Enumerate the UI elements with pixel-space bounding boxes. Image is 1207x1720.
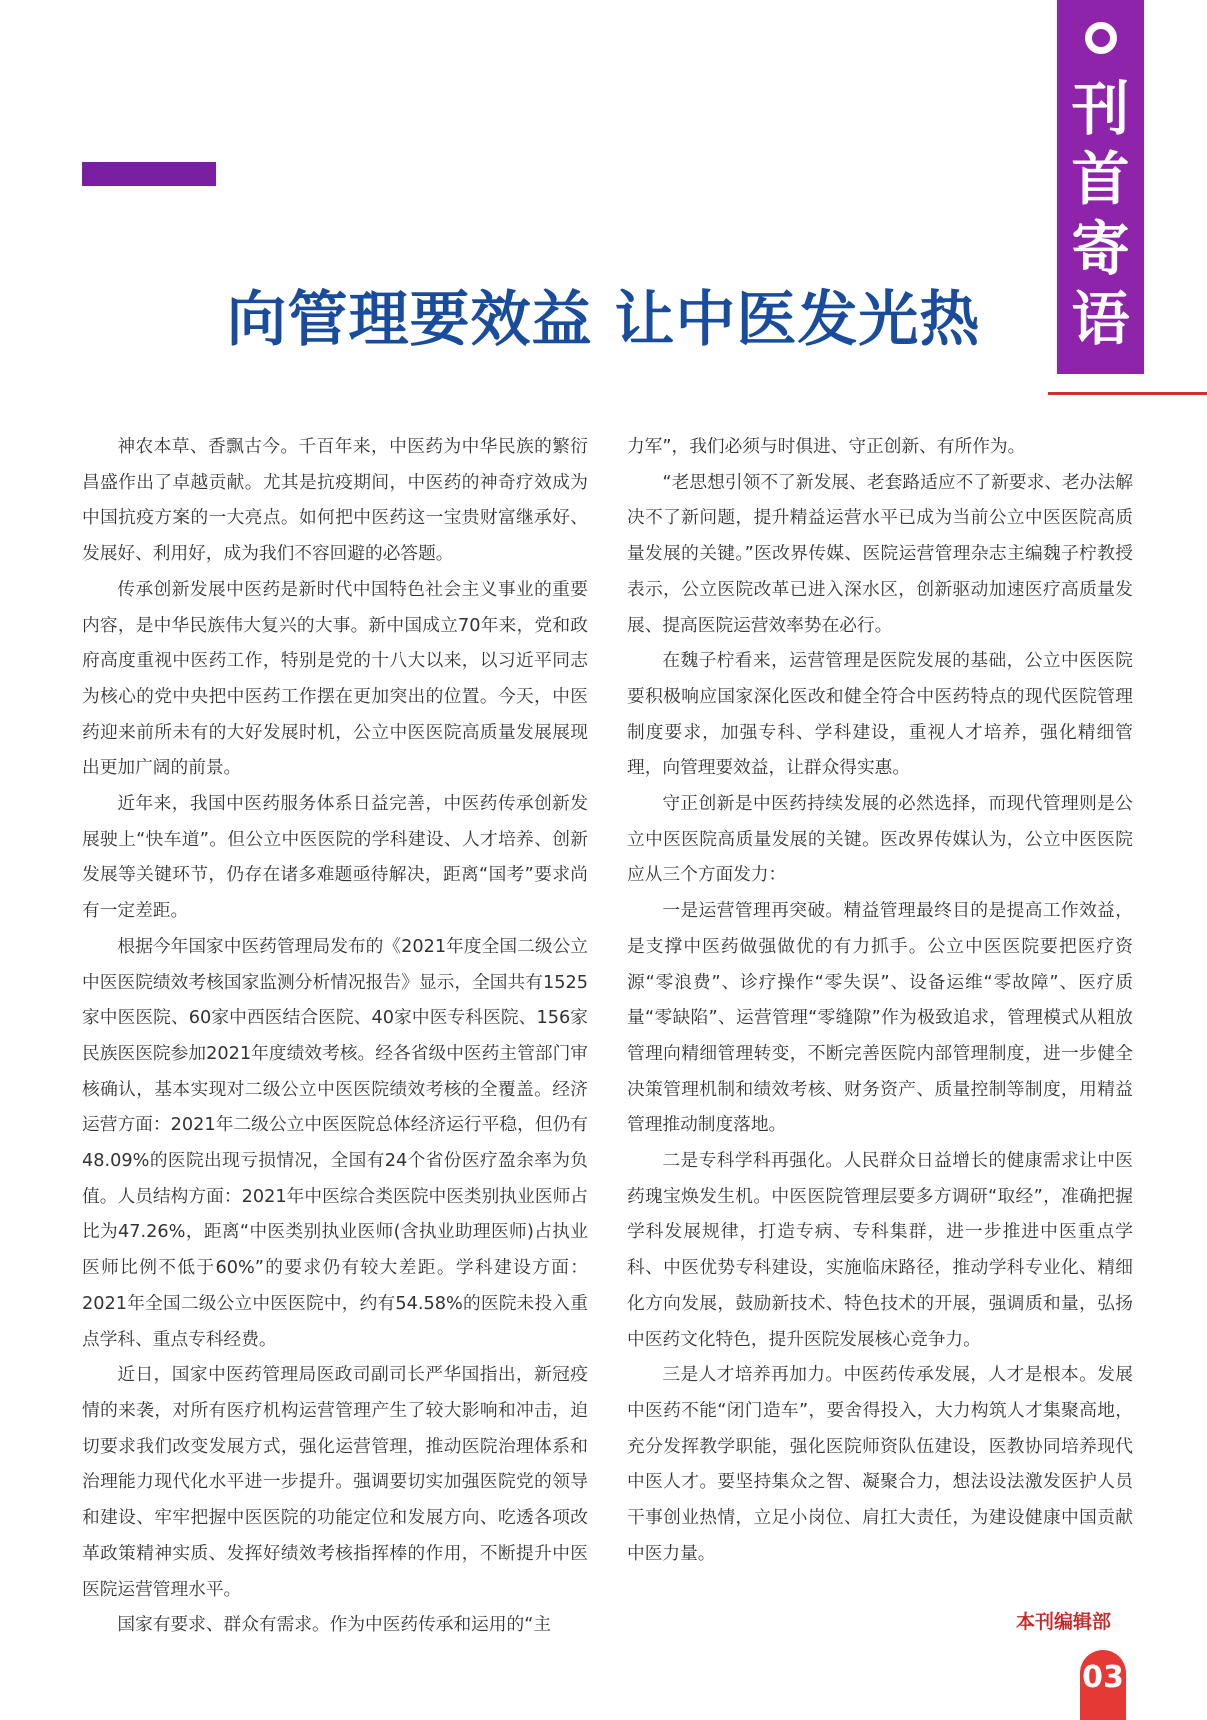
paragraph: “老思想引领不了新发展、老套路适应不了新要求、老办法解决不了新问题，提升精益运营水平已成为当前公立中医医院高质量发展的关键。”医改界传媒、医院运营管理杂志主编魏子柠教授表示，公立医院改革已进入深水区，创新驱动加速医疗高质量发展、提高医院运营效率势在必行。 bbox=[627, 472, 1133, 636]
section-tab-label: 刊首寄语 bbox=[1071, 75, 1130, 353]
paragraph: 国家有要求、群众有需求。作为中医药传承和运用的“主 bbox=[117, 1615, 552, 1636]
ring-icon bbox=[1085, 22, 1117, 54]
paragraph: 守正创新是中医药持续发展的必然选择，而现代管理则是公立中医医院高质量发展的关键。医改界传媒认为，公立中医医院应从三个方面发力： bbox=[627, 794, 1133, 886]
paragraph: 传承创新发展中医药是新时代中国特色社会主义事业的重要内容，是中华民族伟大复兴的大事。新中国成立70年来，党和政府高度重视中医药工作，特别是党的十八大以来，以习近平同志为核心的党中央把中医药工作摆在更加突出的位置。今天，中医药迎来前所未有的大好发展时机，公立中医医院高质量发展展现出更加广阔的前景。 bbox=[82, 579, 588, 779]
paragraph: 在魏子柠看来，运营管理是医院发展的基础，公立中医医院要积极响应国家深化医改和健全符合中医药特点的现代医院管理制度要求，加强专科、学科建设，重视人才培养，强化精细管理，向管理要效益，让群众得实惠。 bbox=[627, 651, 1133, 779]
paragraph: 根据今年国家中医药管理局发布的《2021年度全国二级公立中医医院绩效考核国家监测分析情况报告》显示，全国共有1525家中医医院、60家中西医结合医院、40家中医专科医院、156家民族医医院参加2021年度绩效考核。经各省级中医药主管部门审核确认，基本实现对二级公立中医医院绩效考核的全覆盖。经济运营方面：2021年二级公立中医医院总体经济运行平稳，但仍有48.09%的医院出现亏损情况，全国有24个省份医疗盈余率为负值。人员结构方面：2021年中医综合类医院中医类别执业医师占比为47.26%，距离“中医类别执业医师(含执业助理医师)占执业医师比例不低于60%”的要求仍有较大差距。学科建设方面：2021年全国二级公立中医医院中，约有54.58%的医院未投入重点学科、重点专科经费。 bbox=[82, 936, 588, 1350]
header-rule bbox=[1048, 392, 1207, 395]
right-column bbox=[627, 430, 1133, 1573]
accent-bar bbox=[82, 162, 216, 186]
paragraph: 神农本草、香飘古今。千百年来，中医药为中华民族的繁衍昌盛作出了卓越贡献。尤其是抗疫期间，中医药的神奇疗效成为中国抗疫方案的一大亮点。如何把中医药这一宝贵财富继承好、发展好、利用好，成为我们不容回避的必答题。 bbox=[82, 437, 588, 565]
paragraph: 近年来，我国中医药服务体系日益完善，中医药传承创新发展驶上“快车道”。但公立中医医院的学科建设、人才培养、创新发展等关键环节，仍存在诸多难题亟待解决，距离“国考”要求尚有一定差距。 bbox=[82, 794, 588, 922]
paragraph: 二是专科学科再强化。人民群众日益增长的健康需求让中医药瑰宝焕发生机。中医医院管理层要多方调研“取经”，准确把握学科发展规律，打造专病、专科集群，进一步推进中医重点学科、中医优势专科建设，实施临床路径，推动学科专业化、精细化方向发展，鼓励新技术、特色技术的开展，强调质和量，弘扬中医药文化特色，提升医院发展核心竞争力。 bbox=[627, 1151, 1133, 1350]
paragraph: 一是运营管理再突破。精益管理最终目的是提高工作效益，是支撑中医药做强做优的有力抓手。公立中医医院要把医疗资源“零浪费”、诊疗操作“零失误”、设备运维“零故障”、医疗质量“零缺陷”、运营管理“零缝隙”作为极致追求，管理模式从粗放管理向精细管理转变，不断完善医院内部管理制度，进一步健全决策管理机制和绩效考核、财务资产、质量控制等制度，用精益管理推动制度落地。 bbox=[627, 901, 1133, 1136]
paragraph-continued: 力军”，我们必须与时俱进、守正创新、有所作为。 bbox=[627, 437, 1026, 457]
signature: 本刊编辑部 bbox=[1015, 1611, 1111, 1633]
article-title: 向管理要效益 让中医发光热 bbox=[226, 285, 981, 355]
paragraph: 近日，国家中医药管理局医政司副司长严华国指出，新冠疫情的来袭，对所有医疗机构运营管理产生了较大影响和冲击，迫切要求我们改变发展方式，强化运营管理，推动医院治理体系和治理能力现代化水平进一步提升。强调要切实加强医院党的领导和建设、牢牢把握中医医院的功能定位和发展方向、吃透各项改革政策精神实质、发挥好绩效考核指挥棒的作用，不断提升中医医院运营管理水平。 bbox=[82, 1365, 588, 1600]
paragraph: 三是人才培养再加力。中医药传承发展，人才是根本。发展中医药不能“闭门造车”，要舍得投入，大力构筑人才集聚高地，充分发挥教学职能，强化医院师资队伍建设，医教协同培养现代中医人才。要坚持集众之智、凝聚合力，想法设法激发医护人员干事创业热情，立足小岗位、肩扛大责任，为建设健康中国贡献中医力量。 bbox=[627, 1365, 1133, 1564]
page-number-badge: 03 bbox=[1080, 1650, 1126, 1720]
left-column bbox=[82, 430, 588, 1644]
